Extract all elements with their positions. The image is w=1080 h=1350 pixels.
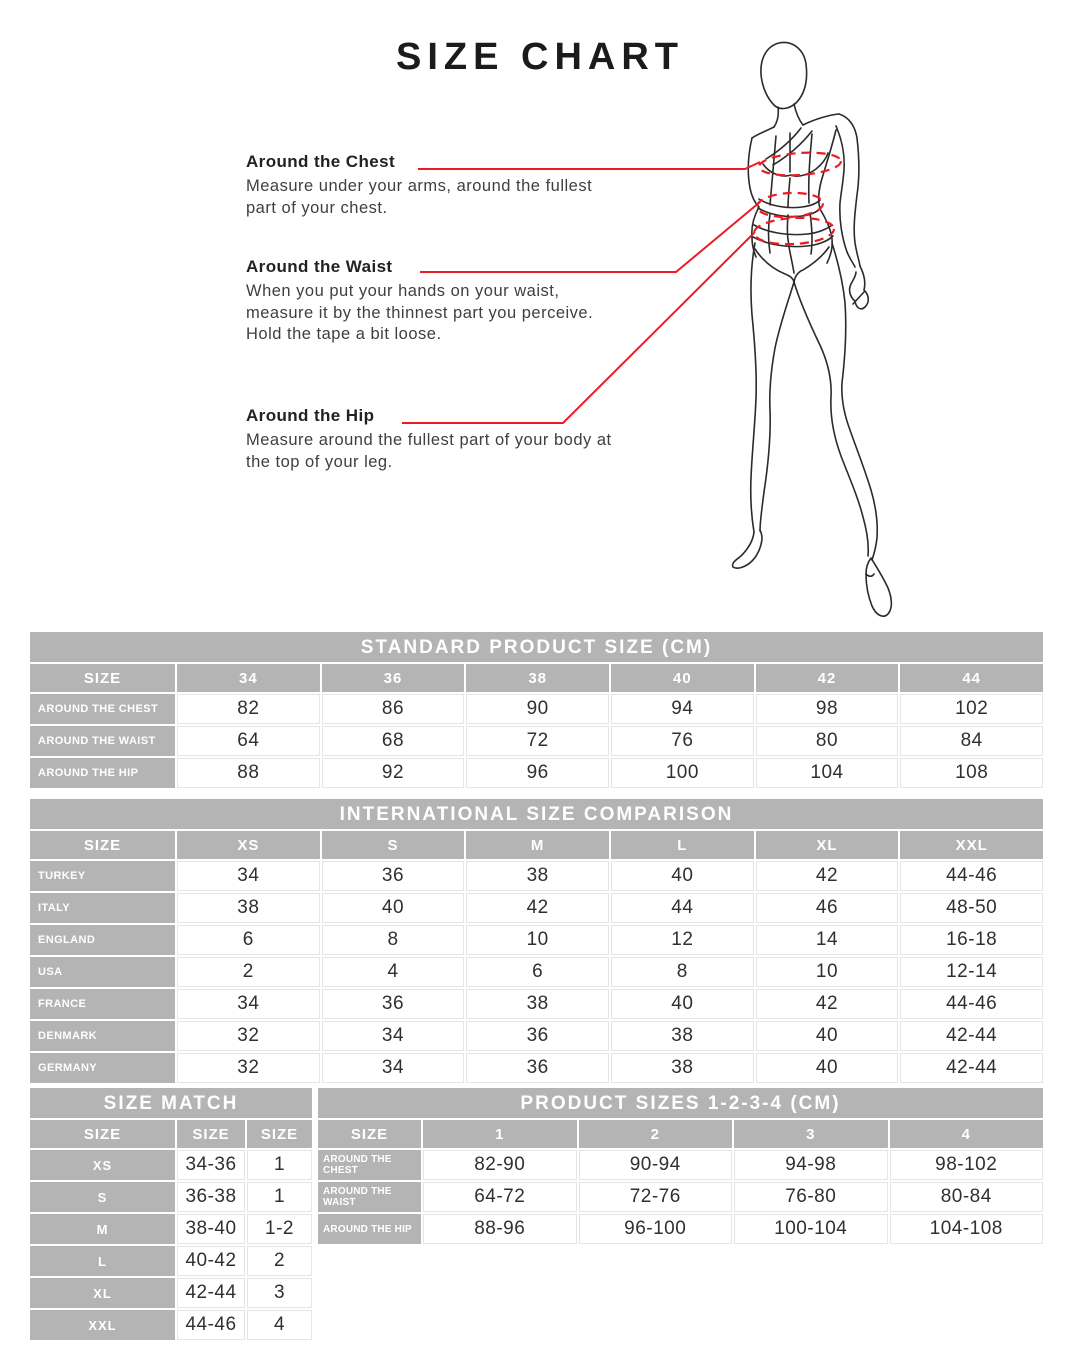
- data-cell: 34: [177, 861, 320, 891]
- data-cell: 68: [322, 726, 465, 756]
- column-header-cell: XS: [177, 831, 320, 859]
- note-desc-hip: Measure around the fullest part of your body at the top of your leg.: [246, 431, 612, 471]
- data-cell: 40: [611, 989, 754, 1019]
- table-title: SIZE MATCH: [30, 1088, 312, 1118]
- data-cell: 1: [247, 1150, 312, 1180]
- data-cell: 6: [466, 957, 609, 987]
- row-label-cell: XS: [30, 1150, 175, 1180]
- data-cell: 38: [466, 861, 609, 891]
- row-label-cell: ENGLAND: [30, 925, 175, 955]
- data-cell: 82: [177, 694, 320, 724]
- data-cell: 10: [756, 957, 899, 987]
- note-title-waist: Around the Waist: [246, 257, 393, 276]
- measure-note-chest: [246, 152, 618, 219]
- data-cell: 44-46: [900, 989, 1043, 1019]
- data-cell: 76: [611, 726, 754, 756]
- data-cell: 16-18: [900, 925, 1043, 955]
- table-grid: [30, 664, 1043, 788]
- product-sizes-1-2-3-4-table: [318, 1088, 1043, 1244]
- row-label-cell: GERMANY: [30, 1053, 175, 1083]
- column-header-cell: SIZE: [30, 1120, 175, 1148]
- data-cell: 48-50: [900, 893, 1043, 923]
- row-label-cell: S: [30, 1182, 175, 1212]
- data-cell: 6: [177, 925, 320, 955]
- column-header-cell: L: [611, 831, 754, 859]
- data-cell: 40: [322, 893, 465, 923]
- row-label-cell: FRANCE: [30, 989, 175, 1019]
- data-cell: 80: [756, 726, 899, 756]
- data-cell: 64-72: [423, 1182, 577, 1212]
- data-cell: 92: [322, 758, 465, 788]
- column-header-cell: S: [322, 831, 465, 859]
- row-label-cell: XXL: [30, 1310, 175, 1340]
- data-cell: 72-76: [579, 1182, 733, 1212]
- column-header-cell: 4: [890, 1120, 1044, 1148]
- data-cell: 34: [177, 989, 320, 1019]
- column-header-cell: SIZE: [247, 1120, 312, 1148]
- data-cell: 104: [756, 758, 899, 788]
- data-cell: 12: [611, 925, 754, 955]
- column-header-cell: SIZE: [177, 1120, 245, 1148]
- data-cell: 42: [756, 989, 899, 1019]
- data-cell: 36: [466, 1053, 609, 1083]
- data-cell: 108: [900, 758, 1043, 788]
- data-cell: 34: [322, 1053, 465, 1083]
- table-title: PRODUCT SIZES 1-2-3-4 (CM): [318, 1088, 1043, 1118]
- corner-header-cell: SIZE: [318, 1120, 421, 1148]
- data-cell: 4: [247, 1310, 312, 1340]
- row-label-cell: AROUND THE WAIST: [30, 726, 175, 756]
- data-cell: 42-44: [177, 1278, 245, 1308]
- data-cell: 36: [322, 861, 465, 891]
- column-header-cell: 38: [466, 664, 609, 692]
- column-header-cell: 42: [756, 664, 899, 692]
- data-cell: 36-38: [177, 1182, 245, 1212]
- row-label-cell: AROUND THE HIP: [30, 758, 175, 788]
- row-label-cell: USA: [30, 957, 175, 987]
- data-cell: 94-98: [734, 1150, 888, 1180]
- data-cell: 8: [322, 925, 465, 955]
- data-cell: 100: [611, 758, 754, 788]
- row-label-cell: AROUND THE CHEST: [30, 694, 175, 724]
- data-cell: 44: [611, 893, 754, 923]
- data-cell: 38: [466, 989, 609, 1019]
- data-cell: 40: [611, 861, 754, 891]
- data-cell: 34-36: [177, 1150, 245, 1180]
- data-cell: 84: [900, 726, 1043, 756]
- data-cell: 40: [756, 1053, 899, 1083]
- data-cell: 90-94: [579, 1150, 733, 1180]
- note-desc-chest: Measure under your arms, around the fullest part of your chest.: [246, 177, 593, 217]
- data-cell: 94: [611, 694, 754, 724]
- data-cell: 32: [177, 1053, 320, 1083]
- table-grid: [318, 1120, 1043, 1244]
- data-cell: 1-2: [247, 1214, 312, 1244]
- data-cell: 1: [247, 1182, 312, 1212]
- data-cell: 38-40: [177, 1214, 245, 1244]
- data-cell: 96: [466, 758, 609, 788]
- fashion-croquis: [733, 42, 892, 616]
- column-header-cell: M: [466, 831, 609, 859]
- data-cell: 42-44: [900, 1053, 1043, 1083]
- data-cell: 64: [177, 726, 320, 756]
- data-cell: 46: [756, 893, 899, 923]
- data-cell: 38: [177, 893, 320, 923]
- note-title-hip: Around the Hip: [246, 406, 375, 425]
- data-cell: 38: [611, 1021, 754, 1051]
- column-header-cell: XL: [756, 831, 899, 859]
- page-title: SIZE CHART: [396, 36, 684, 78]
- note-title-chest: Around the Chest: [246, 152, 396, 171]
- data-cell: 90: [466, 694, 609, 724]
- data-cell: 8: [611, 957, 754, 987]
- data-cell: 42: [756, 861, 899, 891]
- standard-product-size-table: [30, 632, 1043, 788]
- data-cell: 36: [322, 989, 465, 1019]
- row-label-cell: XL: [30, 1278, 175, 1308]
- data-cell: 38: [611, 1053, 754, 1083]
- row-label-cell: M: [30, 1214, 175, 1244]
- data-cell: 10: [466, 925, 609, 955]
- table-grid: [30, 831, 1043, 1083]
- data-cell: 98-102: [890, 1150, 1044, 1180]
- data-cell: 2: [177, 957, 320, 987]
- row-label-cell: ITALY: [30, 893, 175, 923]
- row-label-cell: AROUND THE WAIST: [318, 1182, 421, 1212]
- data-cell: 40: [756, 1021, 899, 1051]
- row-label-cell: AROUND THE HIP: [318, 1214, 421, 1244]
- data-cell: 32: [177, 1021, 320, 1051]
- data-cell: 82-90: [423, 1150, 577, 1180]
- measure-note-hip: [246, 406, 618, 473]
- data-cell: 88: [177, 758, 320, 788]
- data-cell: 34: [322, 1021, 465, 1051]
- column-header-cell: 44: [900, 664, 1043, 692]
- data-cell: 104-108: [890, 1214, 1044, 1244]
- table-title: STANDARD PRODUCT SIZE (CM): [30, 632, 1043, 662]
- data-cell: 72: [466, 726, 609, 756]
- column-header-cell: 1: [423, 1120, 577, 1148]
- measure-note-waist: [246, 257, 618, 346]
- row-label-cell: TURKEY: [30, 861, 175, 891]
- international-size-comparison-table: [30, 799, 1043, 1083]
- measurement-ellipses: [753, 150, 841, 246]
- data-cell: 96-100: [579, 1214, 733, 1244]
- data-cell: 4: [322, 957, 465, 987]
- column-header-cell: XXL: [900, 831, 1043, 859]
- table-title: INTERNATIONAL SIZE COMPARISON: [30, 799, 1043, 829]
- data-cell: 44-46: [177, 1310, 245, 1340]
- corner-header-cell: SIZE: [30, 664, 175, 692]
- data-cell: 36: [466, 1021, 609, 1051]
- column-header-cell: 34: [177, 664, 320, 692]
- row-label-cell: AROUND THE CHEST: [318, 1150, 421, 1180]
- data-cell: 14: [756, 925, 899, 955]
- column-header-cell: 36: [322, 664, 465, 692]
- row-label-cell: L: [30, 1246, 175, 1276]
- column-header-cell: 2: [579, 1120, 733, 1148]
- column-header-cell: 40: [611, 664, 754, 692]
- data-cell: 100-104: [734, 1214, 888, 1244]
- row-label-cell: DENMARK: [30, 1021, 175, 1051]
- data-cell: 3: [247, 1278, 312, 1308]
- data-cell: 42-44: [900, 1021, 1043, 1051]
- data-cell: 40-42: [177, 1246, 245, 1276]
- table-grid: [30, 1120, 312, 1340]
- data-cell: 42: [466, 893, 609, 923]
- note-desc-waist: When you put your hands on your waist, measure it by the thinnest part you perceive. Hold the tape a bit loose.: [246, 282, 594, 343]
- size-match-table: [30, 1088, 312, 1340]
- column-header-cell: 3: [734, 1120, 888, 1148]
- data-cell: 76-80: [734, 1182, 888, 1212]
- corner-header-cell: SIZE: [30, 831, 175, 859]
- data-cell: 44-46: [900, 861, 1043, 891]
- data-cell: 12-14: [900, 957, 1043, 987]
- data-cell: 98: [756, 694, 899, 724]
- data-cell: 88-96: [423, 1214, 577, 1244]
- data-cell: 86: [322, 694, 465, 724]
- data-cell: 80-84: [890, 1182, 1044, 1212]
- data-cell: 102: [900, 694, 1043, 724]
- data-cell: 2: [247, 1246, 312, 1276]
